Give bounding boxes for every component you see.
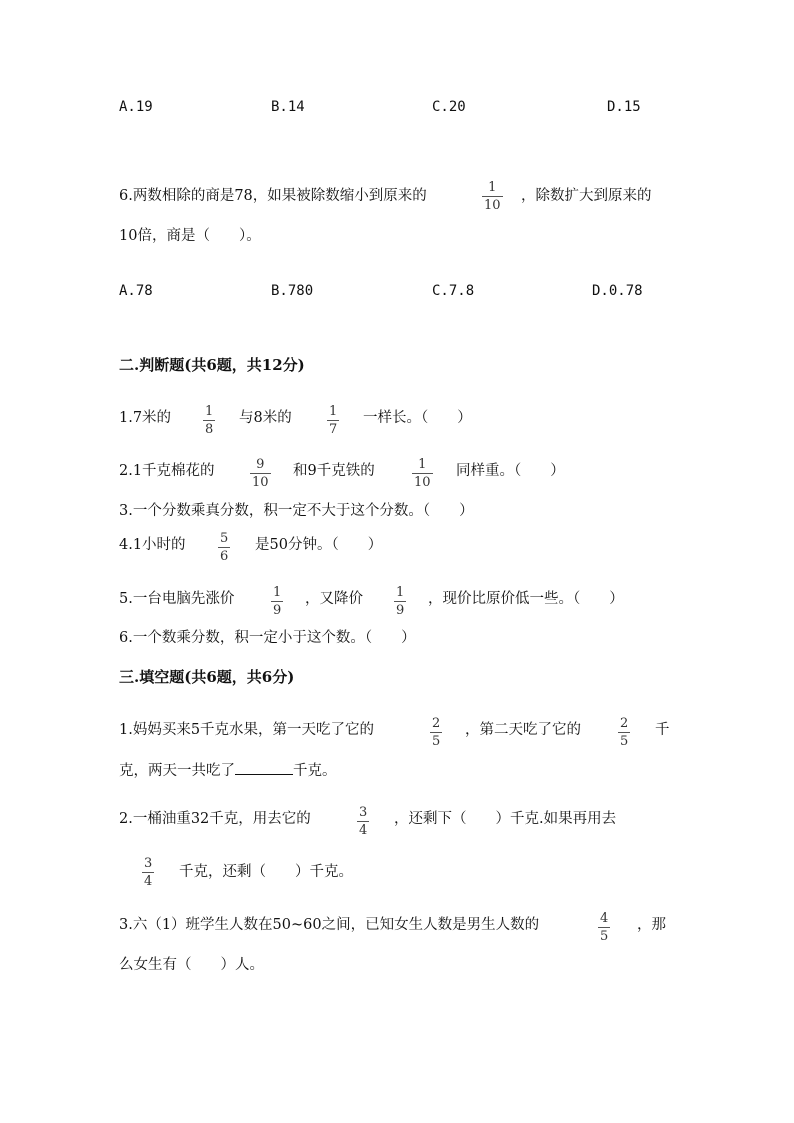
q6-option-c: C.7.8 [432,283,475,299]
s2-q2-text-a: 2.1千克棉花的 [119,463,215,479]
s2-q5-text-c: ，现价比原价低一些。（ ） [428,591,624,607]
s3-q3-fraction: 4 5 [600,911,609,944]
s2-q2-fraction-2: 1 10 [414,457,431,490]
q5-option-a: A.19 [119,99,153,115]
s3-q1-text-d: 克，两天一共吃了 [119,763,235,779]
q6-option-b: B.780 [271,283,314,299]
q6-option-d: D.0.78 [592,283,643,299]
s2-q2-text-c: 同样重。（ ） [456,463,565,479]
s3-q2-fraction-1: 3 4 [359,805,368,838]
s3-q1-fraction-2: 2 5 [620,716,629,749]
s2-q1-fraction-1: 1 8 [205,404,214,437]
s3-q1-text-b: ，第二天吃了它的 [465,722,581,738]
s3-q3-text-c: 么女生有（ ）人。 [119,957,264,973]
s3-q3-text-a: 3.六（1）班学生人数在50~60之间，已知女生人数是男生人数的 [119,917,540,933]
s2-q1-text-c: 一样长。（ ） [363,410,472,426]
s3-q1-text-c: 千 [655,722,670,738]
q6-text-b: ，除数扩大到原来的 [521,188,652,204]
q6-option-a: A.78 [119,283,153,299]
s3-q2-text-c: 千克，还剩（ ）千克。 [179,864,353,880]
q5-option-d: D.15 [607,99,641,115]
s3-q2-text-b: ，还剩下（ ）千克.如果再用去 [394,811,617,827]
s2-q6-text: 6.一个数乘分数，积一定小于这个数。（ ） [119,630,416,646]
s3-q3-text-b: ，那 [637,917,666,933]
s2-q3-text: 3.一个分数乘真分数，积一定不大于这个分数。（ ） [119,503,474,519]
s3-q1-answer-blank [235,760,293,775]
s3-q1-line2 [119,760,337,781]
s2-q1-text-a: 1.7米的 [119,410,172,426]
s3-q2-text-a: 2.一桶油重32千克，用去它的 [119,811,311,827]
s3-q1-text-a: 1.妈妈买来5千克水果，第一天吃了它的 [119,722,375,738]
s2-q2-fraction-1: 9 10 [252,457,269,490]
s3-q2-fraction-2: 3 4 [144,856,153,889]
s2-q5-fraction-2: 1 9 [396,585,405,618]
q5-option-c: C.20 [432,99,466,115]
q5-option-b: B.14 [271,99,305,115]
s2-q5-text-a: 5.一台电脑先涨价 [119,591,235,607]
s3-q1-fraction-1: 2 5 [432,716,441,749]
q6-text-c: 10倍，商是（ ）。 [119,228,261,244]
q6-text-a: 6.两数相除的商是78，如果被除数缩小到原来的 [119,188,427,204]
s3-q1-text-e: 千克。 [293,763,337,779]
section2-title: 二.判断题(共6题，共12分) [119,356,305,374]
s2-q2-text-b: 和9千克铁的 [293,463,375,479]
q6-fraction: 1 10 [484,180,501,213]
section3-title: 三.填空题(共6题，共6分) [119,668,295,686]
s2-q4-fraction: 5 6 [220,531,229,564]
s2-q1-fraction-2: 1 7 [329,404,338,437]
s2-q5-text-b: ，又降价 [305,591,363,607]
s2-q4-text-a: 4.1小时的 [119,537,186,553]
s2-q5-fraction-1: 1 9 [273,585,282,618]
s2-q4-text-b: 是50分钟。（ ） [255,537,383,553]
s2-q1-text-b: 与8米的 [239,410,292,426]
